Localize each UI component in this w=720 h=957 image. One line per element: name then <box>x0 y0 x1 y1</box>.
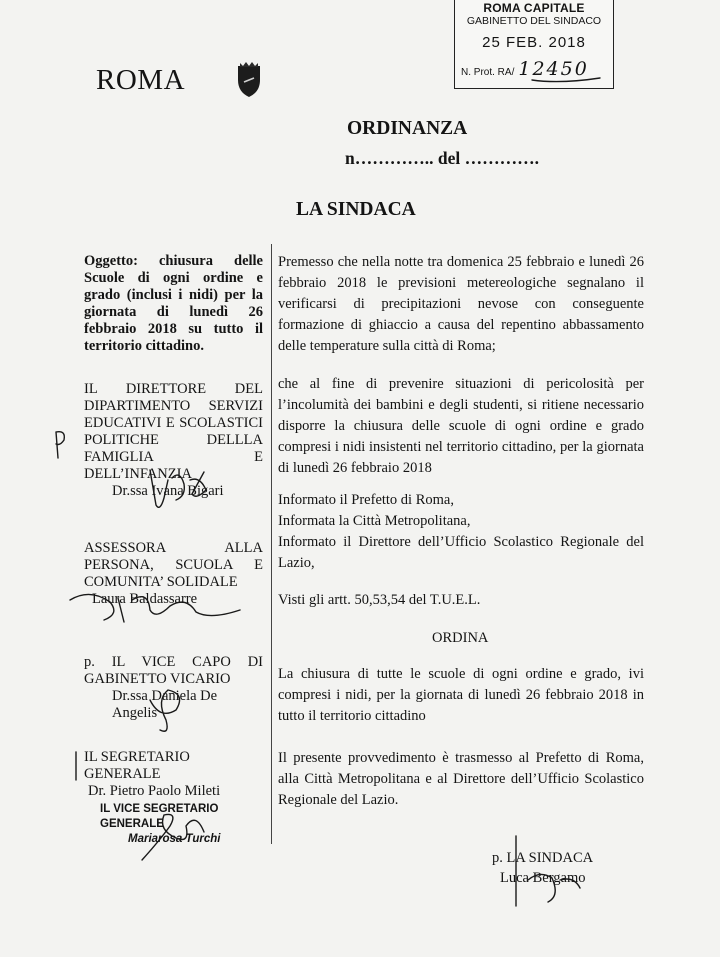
signer1-role: IL DIRETTORE DEL DIPARTIMENTO SERVIZI EDUCATIVI E SCOLASTICI POLITICHE DELLLA FAMIGLIA E DELL’INFANZIA <box>84 381 263 482</box>
considerato-paragraph: che al fine di prevenire situazioni di pericolosità per l’incolumità dei bambini e degli studenti, si ritiene necessario disporre la chiusura delle scuole di ogni ordine e grado compresi i nidi insistenti nel territorio cittadino, per la giornata di lunedì 26 febbraio 2018 <box>278 376 644 476</box>
signer3-role: p. IL VICE CAPO DI GABINETTO VICARIO <box>84 654 263 687</box>
subject-text: Oggetto: chiusura delle Scuole di ogni ordine e grado (inclusi i nidi) per la giornata di lunedì 26 febbraio 2018 su tutto il territorio cittadino. <box>84 253 263 354</box>
stamp-line1: ROMA CAPITALE <box>483 1 585 15</box>
informato-direttore: Informato il Direttore dell’Ufficio Scolastico Regionale del Lazio, <box>278 534 644 571</box>
signer3-name: Dr.ssa Daniela De Angelis <box>112 688 218 721</box>
stamp-prot-label: N. Prot. RA/ <box>461 67 515 78</box>
column-divider <box>271 244 272 844</box>
informato-prefetto: Informato il Prefetto di Roma, <box>278 492 454 508</box>
signer-block-director <box>84 381 263 500</box>
signer-block-vice-segretario <box>100 802 270 847</box>
trasmissione-paragraph: Il presente provvedimento è trasmesso al Prefetto di Roma, alla Città Metropolitana e al Direttore dell’Ufficio Scolastico Regionale del Lazio. <box>278 750 644 808</box>
signer2-role: ASSESSORA ALLA PERSONA, SCUOLA E COMUNITA’ SOLIDALE <box>84 540 263 590</box>
document-title: ORDINANZA <box>347 118 468 139</box>
premesso-paragraph: Premesso che nella notte tra domenica 25 febbraio e lunedì 26 febbraio 2018 le previsioni metereologiche segnalano il verificarsi di precipitazioni nevose con conseguente formazione di ghiaccio a causa del repentino abbassamento delle temperature sulla città di Roma; <box>278 254 644 354</box>
roma-shield-icon <box>235 60 263 98</box>
stamp-date: 25 FEB. 2018 <box>482 34 586 51</box>
ordina-heading: ORDINA <box>432 630 489 646</box>
signer4-role: IL SEGRETARIO GENERALE <box>84 749 190 782</box>
signer-block-vice-capo <box>84 654 263 722</box>
city-heading: ROMA <box>96 64 186 96</box>
signer5-name: Mariarosa Turchi <box>128 833 221 845</box>
final-role: p. LA SINDACA <box>492 850 594 866</box>
dispositivo-paragraph: La chiusura di tutte le scuole di ogni ordine e grado, ivi compresi i nidi, per la giornata di lunedì 26 febbraio 2018 in tutto il territorio cittadino <box>278 666 644 724</box>
stamp-line2: GABINETTO DEL SINDACO <box>466 15 602 27</box>
final-name: Luca Bergamo <box>500 870 586 886</box>
visti-paragraph: Visti gli artt. 50,53,54 del T.U.E.L. <box>278 592 481 608</box>
protocol-stamp <box>454 0 614 89</box>
document-numbering: n………….. del …………. <box>345 148 539 168</box>
stamp-prot-number: 12450 <box>518 58 589 80</box>
signer1-name: Dr.ssa Ivana Bigari <box>112 483 224 499</box>
informato-citta: Informata la Città Metropolitana, <box>278 513 471 529</box>
signer4-name: Dr. Pietro Paolo Mileti <box>88 783 221 799</box>
signer2-name: Laura Baldassarre <box>92 591 198 607</box>
issuer-heading: LA SINDACA <box>296 199 416 220</box>
signer-block-segretario <box>84 749 263 800</box>
final-signature-block <box>492 848 593 888</box>
signer-block-assessora <box>84 540 263 608</box>
informato-block <box>278 490 644 574</box>
signer5-role: IL VICE SEGRETARIO GENERALE <box>100 803 219 830</box>
